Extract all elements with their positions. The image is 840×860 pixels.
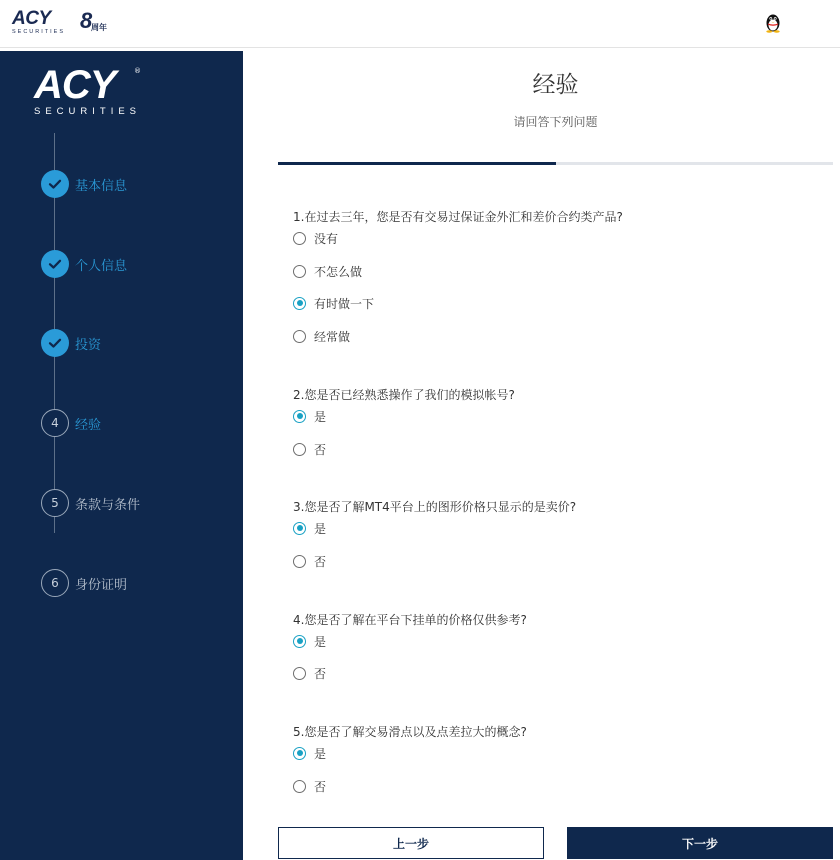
radio-button[interactable] xyxy=(293,555,306,568)
registered-mark: ® xyxy=(134,67,141,75)
q2-option-yes[interactable] xyxy=(293,408,326,424)
qq-penguin-icon[interactable] xyxy=(764,11,782,33)
question-2: 2.您是否已经熟悉操作了我们的模拟帐号? xyxy=(293,388,515,402)
q4-option-no[interactable] xyxy=(293,665,326,681)
q1-option-rarely[interactable] xyxy=(293,263,362,279)
step-number: 5 xyxy=(41,489,69,517)
step-label: 身份证明 xyxy=(75,577,128,593)
step-basic-info xyxy=(41,170,127,198)
step-label: 经验 xyxy=(75,417,102,433)
radio-button-checked[interactable] xyxy=(293,297,306,310)
option-label: 是 xyxy=(314,521,327,536)
page-subtitle: 请回答下列问题 xyxy=(513,115,598,129)
radio-button[interactable] xyxy=(293,232,306,245)
step-investment xyxy=(41,329,101,357)
radio-button[interactable] xyxy=(293,265,306,278)
step-label: 基本信息 xyxy=(75,178,128,194)
question-5: 5.您是否了解交易滑点以及点差拉大的概念? xyxy=(293,725,527,739)
q1-option-none[interactable] xyxy=(293,230,338,246)
question-4: 4.您是否了解在平台下挂单的价格仅供参考? xyxy=(293,613,527,627)
progress-bar xyxy=(278,162,833,165)
q1-option-often[interactable] xyxy=(293,328,350,344)
sidebar-logo-subtext: SECURITIES xyxy=(34,106,142,117)
step-label: 个人信息 xyxy=(75,258,128,274)
option-label: 是 xyxy=(314,409,327,424)
q5-option-yes[interactable] xyxy=(293,745,326,761)
step-experience xyxy=(41,409,101,437)
q2-option-no[interactable] xyxy=(293,441,326,457)
radio-button[interactable] xyxy=(293,780,306,793)
q5-option-no[interactable] xyxy=(293,778,326,794)
check-icon xyxy=(41,170,69,198)
option-label: 否 xyxy=(314,666,327,681)
next-step-button[interactable]: 下一步 xyxy=(567,827,833,859)
page-title: 经验 xyxy=(532,72,579,98)
radio-button-checked[interactable] xyxy=(293,410,306,423)
sidebar-acy-logo xyxy=(34,65,141,118)
option-label: 是 xyxy=(314,746,327,761)
check-icon xyxy=(41,329,69,357)
radio-button[interactable] xyxy=(293,667,306,680)
q3-option-no[interactable] xyxy=(293,553,326,569)
logo-text: ACY xyxy=(12,8,51,29)
q3-option-yes[interactable] xyxy=(293,520,326,536)
radio-button-checked[interactable] xyxy=(293,635,306,648)
step-number: 6 xyxy=(41,569,69,597)
check-icon xyxy=(41,250,69,278)
step-personal-info xyxy=(41,250,127,278)
radio-button[interactable] xyxy=(293,443,306,456)
question-3: 3.您是否了解MT4平台上的图形价格只显示的是卖价? xyxy=(293,500,577,514)
step-number: 4 xyxy=(41,409,69,437)
anniversary-text: 周年 xyxy=(91,23,107,32)
acy-logo[interactable] xyxy=(12,10,65,36)
q1-option-sometimes[interactable] xyxy=(293,295,374,311)
option-label: 否 xyxy=(314,554,327,569)
sidebar-logo-text: ACY xyxy=(34,63,116,107)
option-label: 是 xyxy=(314,634,327,649)
previous-step-button[interactable]: 上一步 xyxy=(278,827,544,859)
progress-fill xyxy=(278,162,556,165)
step-terms xyxy=(41,489,140,517)
logo-subtext: SECURITIES xyxy=(12,29,66,35)
anniversary-number: 8 xyxy=(80,8,93,33)
q4-option-yes[interactable] xyxy=(293,633,326,649)
anniversary-badge xyxy=(80,8,107,33)
top-bar xyxy=(0,0,840,48)
option-label: 经常做 xyxy=(314,329,351,344)
option-label: 有时做一下 xyxy=(314,296,375,311)
option-label: 不怎么做 xyxy=(314,264,363,279)
question-1: 1.在过去三年，您是否有交易过保证金外汇和差价合约类产品? xyxy=(293,210,623,224)
radio-button-checked[interactable] xyxy=(293,522,306,535)
option-label: 没有 xyxy=(314,231,339,246)
option-label: 否 xyxy=(314,779,327,794)
step-label: 投资 xyxy=(75,337,102,353)
step-identity xyxy=(41,569,127,597)
step-label: 条款与条件 xyxy=(75,497,141,513)
option-label: 否 xyxy=(314,442,327,457)
radio-button[interactable] xyxy=(293,330,306,343)
radio-button-checked[interactable] xyxy=(293,747,306,760)
